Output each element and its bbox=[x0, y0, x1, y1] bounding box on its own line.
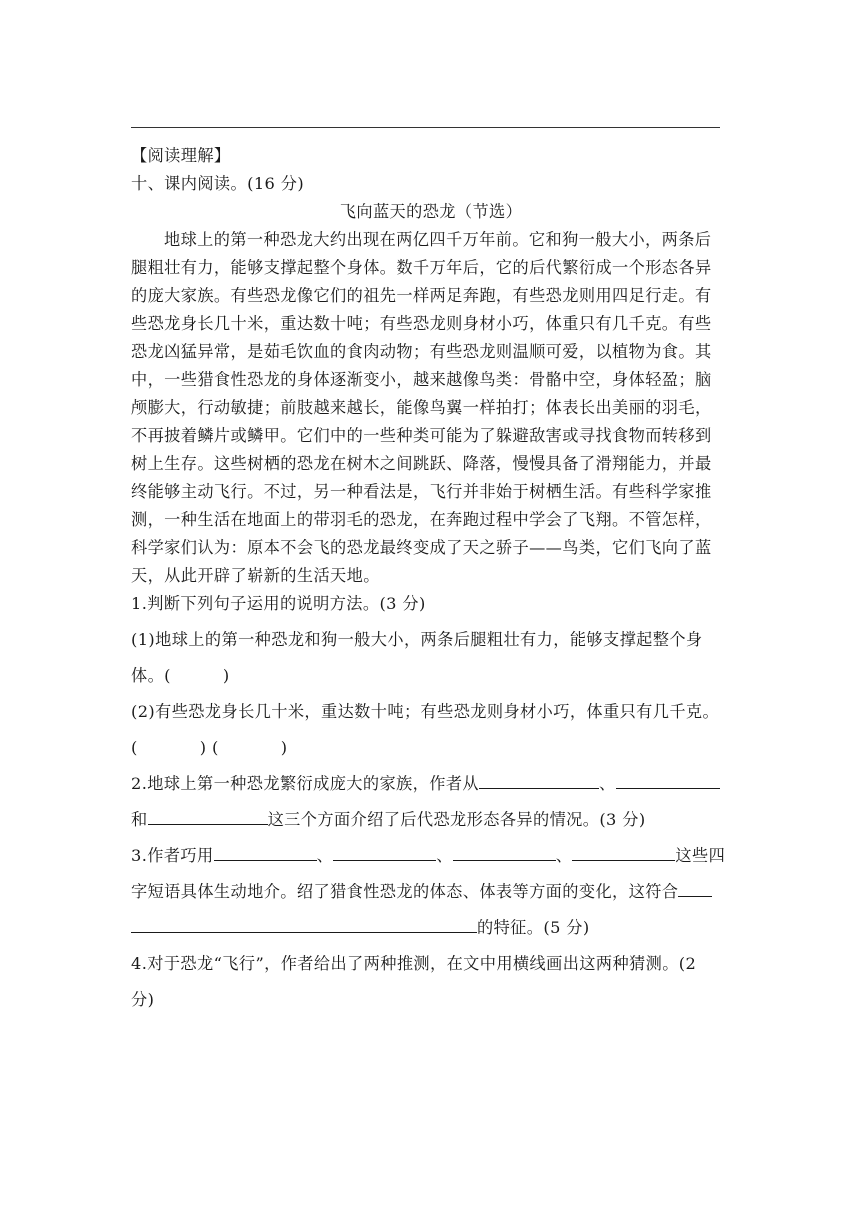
fill-blank[interactable] bbox=[678, 878, 712, 897]
question-2 bbox=[131, 770, 731, 834]
fill-blank[interactable] bbox=[453, 842, 556, 861]
question-1 bbox=[131, 590, 731, 762]
passage-body bbox=[131, 226, 731, 590]
passage-line: 科学家们认为：原本不会飞的恐龙最终变成了天之骄子——鸟类，它们飞向了蓝 bbox=[131, 538, 712, 557]
top-divider-line bbox=[131, 127, 720, 128]
separator: 、 bbox=[316, 846, 334, 865]
question-1-sentence-2: (2)有些恐龙身长几十米，重达数十吨；有些恐龙则身材小巧，体重只有几千克。 bbox=[131, 702, 720, 721]
passage-line: 腿粗壮有力，能够支撑起整个身体。数千万年后，它的后代繁衍成一个形态各异 bbox=[131, 258, 712, 277]
question-3-text: 字短语具体生动地介。绍了猎食性恐龙的体态、体表等方面的变化，这符合 bbox=[131, 882, 679, 901]
passage-line: 不再披着鳞片或鳞甲。它们中的一些种类可能为了躲避敌害或寻找食物而转移到 bbox=[131, 426, 712, 445]
passage-line: 天，从此开辟了崭新的生活天地。 bbox=[131, 566, 380, 585]
separator: 、 bbox=[599, 774, 616, 793]
close-paren: ) bbox=[199, 738, 207, 757]
question-4 bbox=[131, 950, 731, 1014]
question-2-suffix: 这三个方面介绍了后代恐龙形态各异的情况。(3 分) bbox=[267, 810, 646, 829]
passage-line: 树上生存。这些树栖的恐龙在树木之间跳跃、降落，慢慢具备了滑翔能力，并最 bbox=[131, 454, 712, 473]
question-3-end: 的特征。(5 分) bbox=[477, 918, 590, 937]
close-paren: ) bbox=[222, 666, 230, 685]
question-ten-heading: 十、课内阅读。(16 分) bbox=[131, 174, 305, 193]
fill-blank[interactable] bbox=[131, 914, 477, 933]
passage-line: 恐龙凶猛异常，是茹毛饮血的食肉动物；有些恐龙则温顺可爱，以植物为食。其 bbox=[131, 342, 712, 361]
question-3-line-3 bbox=[131, 914, 731, 942]
passage-line: 的庞大家族。有些恐龙像它们的祖先一样两足奔跑，有些恐龙则用四足行走。有 bbox=[131, 286, 712, 305]
fill-blank[interactable] bbox=[479, 770, 599, 789]
question-4-line-2: 分) bbox=[131, 990, 155, 1009]
close-paren: ) bbox=[280, 738, 288, 757]
passage-line: 终能够主动飞行。不过，另一种看法是，飞行并非始于树栖生活。有些科学家推 bbox=[131, 482, 712, 501]
fill-blank[interactable] bbox=[333, 842, 436, 861]
section-heading: 【阅读理解】 bbox=[131, 146, 231, 165]
question-3-line-2 bbox=[131, 878, 731, 906]
fill-blank[interactable] bbox=[572, 842, 675, 861]
passage-line: 颅膨大，行动敏捷；前肢越来越长，能像鸟翼一样拍打；体表长出美丽的羽毛， bbox=[131, 398, 712, 417]
question-3-suffix: 这些四 bbox=[675, 846, 726, 865]
open-paren: ( bbox=[211, 738, 219, 757]
question-3-line-1 bbox=[131, 842, 731, 870]
question-2-line-1 bbox=[131, 770, 731, 798]
question-2-text: 2.地球上第一种恐龙繁衍成庞大的家族，作者从 bbox=[131, 774, 479, 793]
open-paren: ( bbox=[131, 738, 138, 757]
fill-blank[interactable] bbox=[616, 770, 720, 789]
question-2-line-2 bbox=[131, 806, 731, 834]
question-3-prefix: 3.作者巧用 bbox=[131, 846, 214, 865]
fill-blank[interactable] bbox=[148, 806, 268, 825]
fill-blank[interactable] bbox=[214, 842, 317, 861]
question-1-stem: 1.判断下列句子运用的说明方法。(3 分) bbox=[131, 594, 426, 613]
separator: 、 bbox=[436, 846, 453, 865]
question-1-sentence-2-answers bbox=[131, 734, 731, 762]
passage-line: 些恐龙身长几十米，重达数十吨；有些恐龙则身材小巧，体重只有几千克。有些 bbox=[131, 314, 712, 333]
question-3 bbox=[131, 842, 731, 942]
passage-line: 地球上的第一种恐龙大约出现在两亿四千万年前。它和狗一般大小，两条后 bbox=[164, 230, 712, 249]
question-4-line-1: 4.对于恐龙“飞行”，作者给出了两种推测，在文中用横线画出这两种猜测。(2 bbox=[131, 954, 697, 973]
question-2-prefix: 和 bbox=[131, 810, 148, 829]
separator: 、 bbox=[555, 846, 573, 865]
question-1-sentence-1: (1)地球上的第一种恐龙和狗一般大小，两条后腿粗壮有力，能够支撑起整个身 bbox=[131, 630, 703, 649]
passage-line: 中，一些猎食性恐龙的身体逐渐变小，越来越像鸟类：骨骼中空，身体轻盈；脑 bbox=[131, 370, 712, 389]
sentence-1-tail: 体。( bbox=[131, 666, 171, 685]
reading-section bbox=[131, 142, 731, 1014]
passage-line: 测，一种生活在地面上的带羽毛的恐龙，在奔跑过程中学会了飞翔。不管怎样， bbox=[131, 510, 712, 529]
passage-title: 飞向蓝天的恐龙（节选） bbox=[339, 202, 523, 221]
question-1-sentence-1-end bbox=[131, 662, 731, 690]
